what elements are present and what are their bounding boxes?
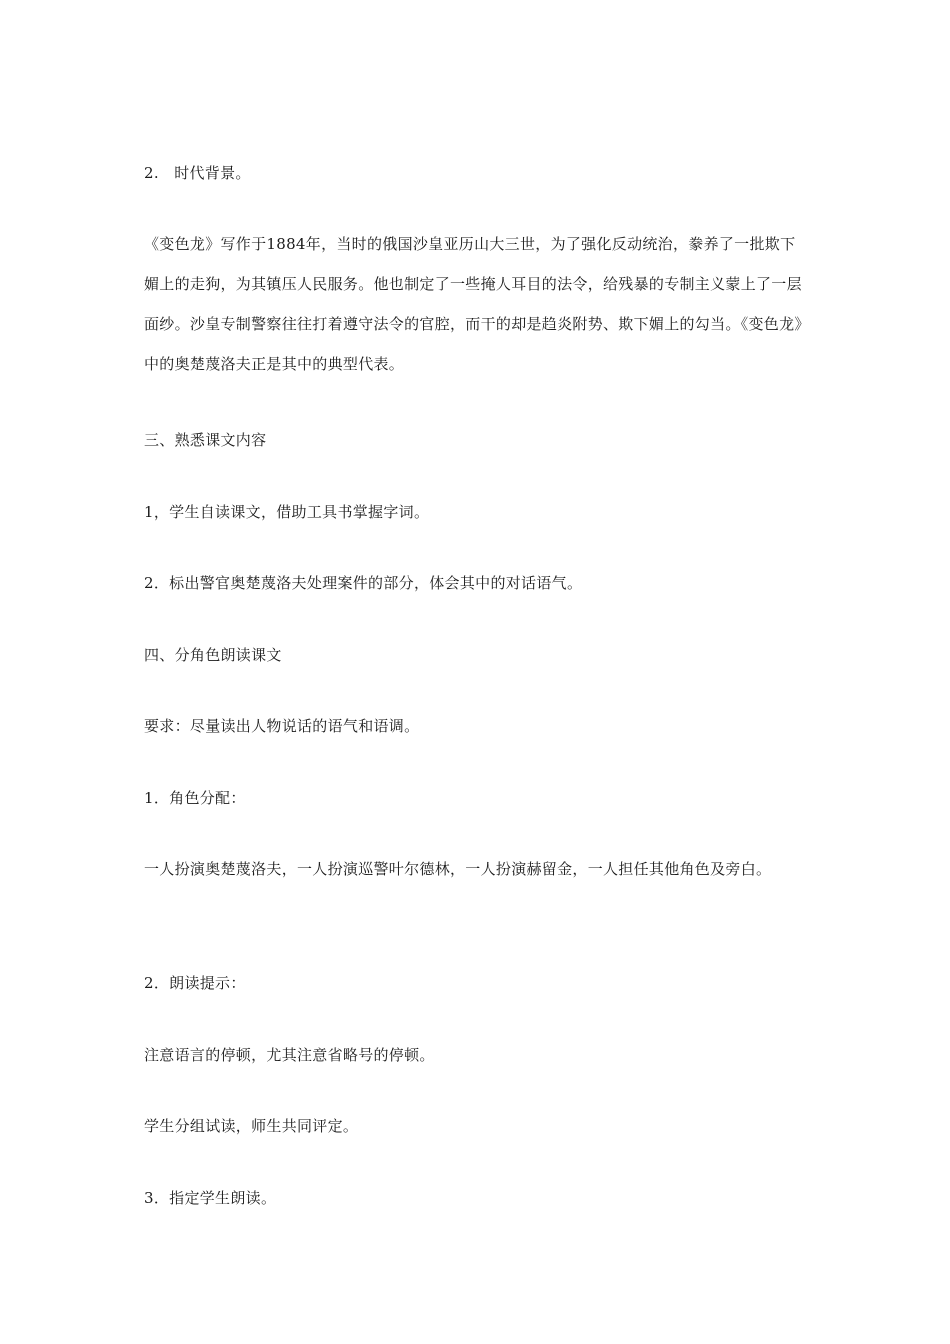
section-heading-familiarize: 三、熟悉课文内容	[144, 431, 267, 449]
requirement-text: 要求：尽量读出人物说话的语气和语调。	[144, 717, 420, 735]
step-mark-passages: 2．标出警官奥楚蔑洛夫处理案件的部分，体会其中的对话语气。	[144, 574, 583, 592]
subheading-role-assignment: 1．角色分配：	[144, 789, 246, 807]
reading-tips-text: 注意语言的停顿，尤其注意省略号的停顿。	[144, 1046, 435, 1064]
section-heading-era-background: 2. 时代背景。	[144, 164, 251, 182]
step-self-reading: 1，学生自读课文，借助工具书掌握字词。	[144, 503, 430, 521]
role-assignment-text: 一人扮演奥楚蔑洛夫，一人扮演巡警叶尔德林，一人扮演赫留金，一人担任其他角色及旁白。	[144, 860, 772, 878]
group-reading-text: 学生分组试读，师生共同评定。	[144, 1117, 359, 1135]
step-designated-reading: 3．指定学生朗读。	[144, 1189, 277, 1207]
background-paragraph: 《变色龙》写作于1884年，当时的俄国沙皇亚历山大三世，为了强化反动统治，豢养了一批欺下媚上的走狗，为其镇压人民服务。他也制定了一些掩人耳目的法令，给残暴的专制主义蒙上了一层面纱。沙皇专制警察往往打着遵守法令的官腔，而干的却是趋炎附势、欺下媚上的勾当。《变色龙》中的奥楚蔑洛夫正是其中的典型代表。	[144, 235, 810, 373]
subheading-reading-tips: 2．朗读提示：	[144, 974, 246, 992]
section-heading-role-reading: 四、分角色朗读课文	[144, 646, 282, 664]
